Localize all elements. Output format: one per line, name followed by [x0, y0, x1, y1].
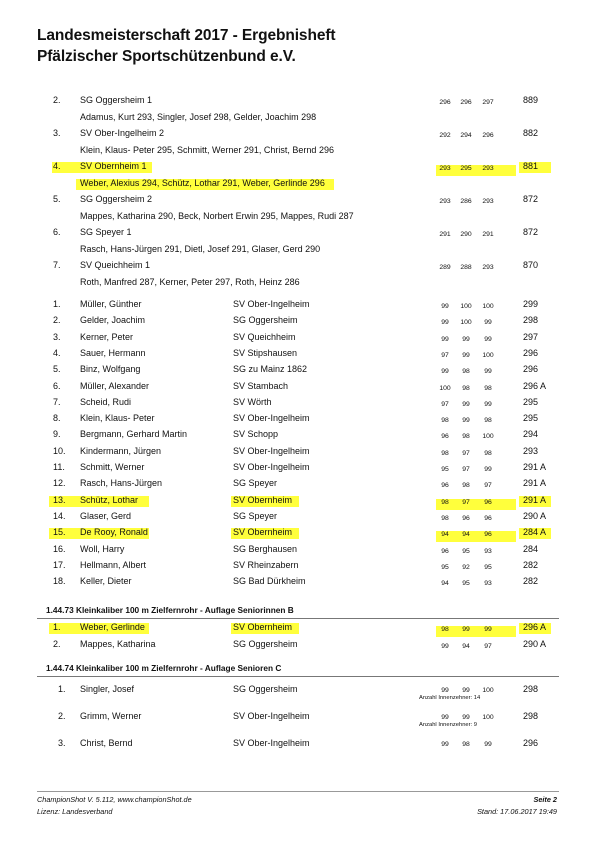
- individual-total: 291 A: [523, 494, 547, 505]
- score-series-3: 97: [484, 643, 492, 650]
- individual-club: SV Ober-Ingelheim: [233, 462, 310, 472]
- score-series-3: 100: [482, 687, 494, 694]
- individual-name: Mappes, Katharina: [80, 639, 156, 649]
- score-series-2: 94: [462, 531, 470, 539]
- team-members: Klein, Klaus- Peter 295, Schmitt, Werner 291, Christ, Bernd 296: [80, 145, 334, 155]
- team-members: Weber, Alexius 294, Schütz, Lothar 291, Weber, Gerlinde 296: [80, 178, 325, 188]
- individual-rank: 8.: [53, 413, 61, 424]
- score-series-1: 99: [441, 714, 449, 721]
- score-series-2: 92: [462, 563, 470, 571]
- score-series-2: 97: [462, 466, 470, 473]
- individual-club: SV Ober-Ingelheim: [233, 711, 310, 721]
- individual-total: 296 A: [523, 380, 547, 391]
- score-series-3: 99: [484, 335, 492, 343]
- score-series-2: 98: [462, 741, 470, 748]
- score-series-3: 99: [484, 466, 492, 473]
- score-series-1: 95: [441, 563, 449, 571]
- document-subtitle: Pfälzischer Sportschützenbund e.V.: [37, 48, 296, 65]
- individual-total: 294: [523, 429, 539, 440]
- document-title: Landesmeisterschaft 2017 - Ergebnisheft: [37, 27, 336, 44]
- individual-club: SV Wörth: [233, 396, 272, 407]
- score-series-1: 293: [439, 198, 451, 205]
- individual-name: Keller, Dieter: [80, 576, 132, 587]
- individual-total: 295: [523, 396, 539, 407]
- team-total: 872: [523, 194, 539, 204]
- score-series-3: 93: [484, 547, 492, 555]
- score-series-2: 286: [460, 198, 472, 205]
- individual-club: SG Oggersheim: [233, 639, 298, 649]
- score-series-1: 99: [441, 741, 449, 748]
- individual-name: Weber, Gerlinde: [80, 622, 145, 632]
- individual-rank: 1.: [53, 299, 61, 309]
- score-series-2: 295: [460, 165, 472, 172]
- team-rank: 3.: [53, 128, 61, 138]
- footer-license: Lizenz: Landesverband: [37, 807, 113, 816]
- score-series-2: 96: [462, 514, 470, 522]
- individual-name: Scheid, Rudi: [80, 396, 132, 407]
- team-rank: 5.: [53, 194, 61, 204]
- individual-name: Sauer, Hermann: [80, 347, 146, 358]
- individual-total: 293: [523, 445, 539, 456]
- individual-rank: 4.: [53, 347, 61, 358]
- team-name: SV Obernheim 1: [80, 161, 147, 171]
- score-series-3: 296: [482, 132, 494, 139]
- score-series-2: 97: [462, 498, 470, 506]
- score-series-2: 98: [462, 368, 470, 376]
- score-series-2: 99: [462, 351, 470, 359]
- score-series-3: 95: [484, 563, 492, 571]
- individual-total: 291 A: [523, 478, 547, 489]
- individual-total: 284 A: [523, 527, 547, 538]
- individual-rank: 13.: [53, 494, 66, 505]
- individual-rank: 9.: [53, 429, 61, 440]
- individual-club: SV Obernheim: [233, 494, 293, 505]
- individual-name: Woll, Harry: [80, 543, 125, 554]
- team-members: Adamus, Kurt 293, Singler, Josef 298, Gelder, Joachim 298: [80, 112, 317, 122]
- individual-rank: 2.: [53, 315, 61, 326]
- score-series-3: 100: [482, 303, 494, 310]
- score-series-1: 94: [441, 531, 449, 539]
- individual-total: 298: [523, 315, 539, 326]
- individual-rank: 2.: [58, 711, 66, 721]
- score-series-3: 98: [484, 449, 492, 457]
- individual-rank: 10.: [53, 445, 66, 456]
- score-series-3: 99: [484, 368, 492, 376]
- score-series-3: 100: [482, 714, 494, 721]
- individual-club: SV Schopp: [233, 429, 279, 440]
- individual-name: Binz, Wolfgang: [80, 364, 141, 375]
- individual-rank: 1.: [58, 684, 66, 694]
- score-series-1: 95: [441, 466, 449, 473]
- individual-rank: 7.: [53, 396, 61, 407]
- footer-date: Stand: 17.06.2017 19:49: [477, 807, 557, 816]
- individual-total: 290 A: [523, 510, 547, 521]
- individual-total: 298: [523, 711, 539, 721]
- section-title-seniorinnen-b: 1.44.73 Kleinkaliber 100 m Zielfernrohr - Auflage Seniorinnen B: [46, 605, 294, 615]
- individual-club: SG Oggersheim: [233, 684, 298, 694]
- section-title-senioren-c: 1.44.74 Kleinkaliber 100 m Zielfernrohr - Auflage Senioren C: [46, 663, 282, 673]
- score-series-2: 290: [460, 231, 472, 238]
- footer-page-number: Seite 2: [533, 795, 557, 804]
- score-series-1: 98: [441, 514, 449, 522]
- score-series-2: 99: [462, 400, 470, 408]
- team-name: SV Queichheim 1: [80, 260, 151, 270]
- team-name: SG Oggersheim 2: [80, 194, 153, 204]
- team-members: Roth, Manfred 287, Kerner, Peter 297, Roth, Heinz 286: [80, 277, 300, 287]
- score-series-2: 288: [460, 264, 472, 271]
- inner-tens-count: Anzahl Innenzehner: 9: [419, 722, 478, 728]
- individual-total: 291 A: [523, 462, 547, 472]
- score-series-3: 96: [484, 514, 492, 522]
- score-series-1: 291: [439, 231, 451, 238]
- team-total: 889: [523, 95, 539, 105]
- team-rank: 7.: [53, 260, 61, 270]
- section-c-divider: [37, 676, 559, 677]
- score-series-1: 99: [441, 303, 449, 310]
- score-series-2: 100: [460, 319, 472, 327]
- individual-total: 282: [523, 576, 539, 587]
- inner-tens-count: Anzahl Innenzehner: 14: [419, 695, 481, 701]
- score-series-1: 98: [441, 449, 449, 457]
- individual-club: SG Berghausen: [233, 543, 298, 554]
- score-series-3: 293: [482, 198, 494, 205]
- score-series-3: 97: [484, 482, 492, 490]
- score-series-2: 99: [462, 714, 470, 721]
- individual-club: SG Speyer: [233, 510, 278, 521]
- individual-name: Bergmann, Gerhard Martin: [80, 429, 188, 440]
- individual-total: 296 A: [523, 622, 547, 632]
- team-name: SG Speyer 1: [80, 227, 132, 237]
- individual-rank: 5.: [53, 364, 61, 375]
- individual-club: SV Obernheim: [233, 527, 293, 538]
- individual-rank: 12.: [53, 478, 66, 489]
- individual-name: Hellmann, Albert: [80, 559, 147, 570]
- section-b-divider: [37, 618, 559, 619]
- individual-club: SV Queichheim: [233, 331, 296, 342]
- individual-name: Gelder, Joachim: [80, 315, 146, 326]
- individual-club: SV Stipshausen: [233, 347, 298, 358]
- team-rank: 4.: [53, 161, 61, 171]
- score-series-1: 99: [441, 643, 449, 650]
- score-series-1: 100: [439, 384, 451, 392]
- individual-club: SG Oggersheim: [233, 315, 298, 326]
- score-series-3: 99: [484, 626, 492, 633]
- score-series-1: 99: [441, 319, 449, 327]
- team-members: Rasch, Hans-Jürgen 291, Dietl, Josef 291, Glaser, Gerd 290: [80, 244, 321, 254]
- individual-name: Klein, Klaus- Peter: [80, 413, 155, 424]
- individual-club: SV Stambach: [233, 380, 289, 391]
- individual-club: SV Ober-Ingelheim: [233, 413, 310, 424]
- score-series-2: 98: [462, 384, 470, 392]
- score-series-2: 100: [460, 303, 472, 310]
- score-series-3: 96: [484, 498, 492, 506]
- score-series-1: 94: [441, 580, 449, 588]
- individual-rank: 2.: [53, 639, 61, 649]
- individual-rank: 11.: [53, 462, 65, 472]
- individual-name: Grimm, Werner: [80, 711, 142, 721]
- team-total: 870: [523, 260, 539, 270]
- individual-total: 296: [523, 364, 539, 375]
- score-series-1: 292: [439, 132, 451, 139]
- team-name: SG Oggersheim 1: [80, 95, 153, 105]
- individual-name: Kerner, Peter: [80, 331, 134, 342]
- score-series-3: 99: [484, 400, 492, 408]
- individual-total: 295: [523, 413, 539, 424]
- score-series-2: 95: [462, 547, 470, 555]
- individual-rank: 15.: [53, 527, 66, 538]
- score-series-2: 99: [462, 417, 470, 425]
- individual-rank: 14.: [53, 510, 66, 521]
- score-series-2: 99: [462, 626, 470, 633]
- individual-rank: 18.: [53, 576, 66, 587]
- individual-club: SG zu Mainz 1862: [233, 364, 308, 375]
- score-series-3: 93: [484, 580, 492, 588]
- individual-total: 296: [523, 347, 539, 358]
- score-series-3: 96: [484, 531, 492, 539]
- individual-club: SV Obernheim: [233, 622, 293, 632]
- score-series-1: 98: [441, 626, 449, 633]
- score-series-2: 296: [460, 99, 472, 106]
- individual-club: SG Speyer: [233, 478, 278, 489]
- individual-total: 282: [523, 559, 539, 570]
- team-name: SV Ober-Ingelheim 2: [80, 128, 165, 138]
- score-series-3: 99: [484, 319, 492, 327]
- individual-name: Glaser, Gerd: [80, 510, 132, 521]
- individual-rank: 6.: [53, 380, 61, 391]
- score-series-3: 98: [484, 417, 492, 425]
- individual-total: 290 A: [523, 639, 547, 649]
- individual-rank: 3.: [53, 331, 61, 342]
- score-series-1: 289: [439, 264, 451, 271]
- score-series-1: 97: [441, 351, 449, 359]
- score-series-2: 98: [462, 482, 470, 490]
- individual-name: Singler, Josef: [80, 684, 135, 694]
- score-series-3: 100: [482, 433, 494, 441]
- individual-club: SV Rheinzabern: [233, 559, 299, 570]
- individual-name: Kindermann, Jürgen: [80, 445, 162, 456]
- score-series-3: 297: [482, 99, 494, 106]
- score-series-2: 97: [462, 449, 470, 457]
- individual-rank: 17.: [53, 559, 66, 570]
- individual-total: 296: [523, 738, 539, 748]
- score-series-2: 99: [462, 335, 470, 343]
- score-series-1: 96: [441, 547, 449, 555]
- score-series-3: 293: [482, 165, 494, 172]
- team-total: 872: [523, 227, 539, 237]
- individual-total: 298: [523, 684, 539, 694]
- footer-divider: [37, 791, 559, 792]
- individual-name: Christ, Bernd: [80, 738, 133, 748]
- score-series-2: 294: [460, 132, 472, 139]
- score-series-1: 98: [441, 498, 449, 506]
- team-members: Mappes, Katharina 290, Beck, Norbert Erwin 295, Mappes, Rudi 287: [80, 211, 354, 221]
- individual-total: 297: [523, 331, 539, 342]
- individual-name: Müller, Alexander: [80, 380, 150, 391]
- score-series-1: 97: [441, 400, 449, 408]
- score-series-2: 94: [462, 643, 470, 650]
- score-series-2: 98: [462, 433, 470, 441]
- score-series-1: 96: [441, 433, 449, 441]
- score-series-3: 293: [482, 264, 494, 271]
- individual-club: SG Bad Dürkheim: [233, 576, 306, 587]
- score-series-3: 98: [484, 384, 492, 392]
- individual-rank: 3.: [58, 738, 66, 748]
- score-series-1: 99: [441, 368, 449, 376]
- individual-name: Müller, Günther: [80, 299, 142, 309]
- score-series-3: 100: [482, 351, 494, 359]
- individual-rank: 1.: [53, 622, 61, 632]
- individual-total: 284: [523, 543, 539, 554]
- individual-name: Schütz, Lothar: [80, 494, 139, 505]
- score-series-2: 99: [462, 687, 470, 694]
- score-series-2: 95: [462, 580, 470, 588]
- individual-name: De Rooy, Ronald: [80, 527, 148, 538]
- score-series-1: 99: [441, 335, 449, 343]
- footer-software: ChampionShot V. 5.112, www.championShot.de: [37, 795, 192, 804]
- score-series-1: 96: [441, 482, 449, 490]
- score-series-3: 291: [482, 231, 494, 238]
- individual-rank: 16.: [53, 543, 66, 554]
- individual-name: Schmitt, Werner: [80, 462, 145, 472]
- team-total: 882: [523, 128, 539, 138]
- team-total: 881: [523, 161, 539, 171]
- individual-name: Rasch, Hans-Jürgen: [80, 478, 163, 489]
- score-series-1: 98: [441, 417, 449, 425]
- score-series-1: 296: [439, 99, 451, 106]
- score-series-3: 99: [484, 741, 492, 748]
- score-series-1: 99: [441, 687, 449, 694]
- team-rank: 6.: [53, 227, 61, 237]
- individual-club: SV Ober-Ingelheim: [233, 738, 310, 748]
- score-series-1: 293: [439, 165, 451, 172]
- individual-total: 299: [523, 299, 539, 309]
- individual-club: SV Ober-Ingelheim: [233, 445, 310, 456]
- individual-club: SV Ober-Ingelheim: [233, 299, 310, 309]
- team-rank: 2.: [53, 95, 61, 105]
